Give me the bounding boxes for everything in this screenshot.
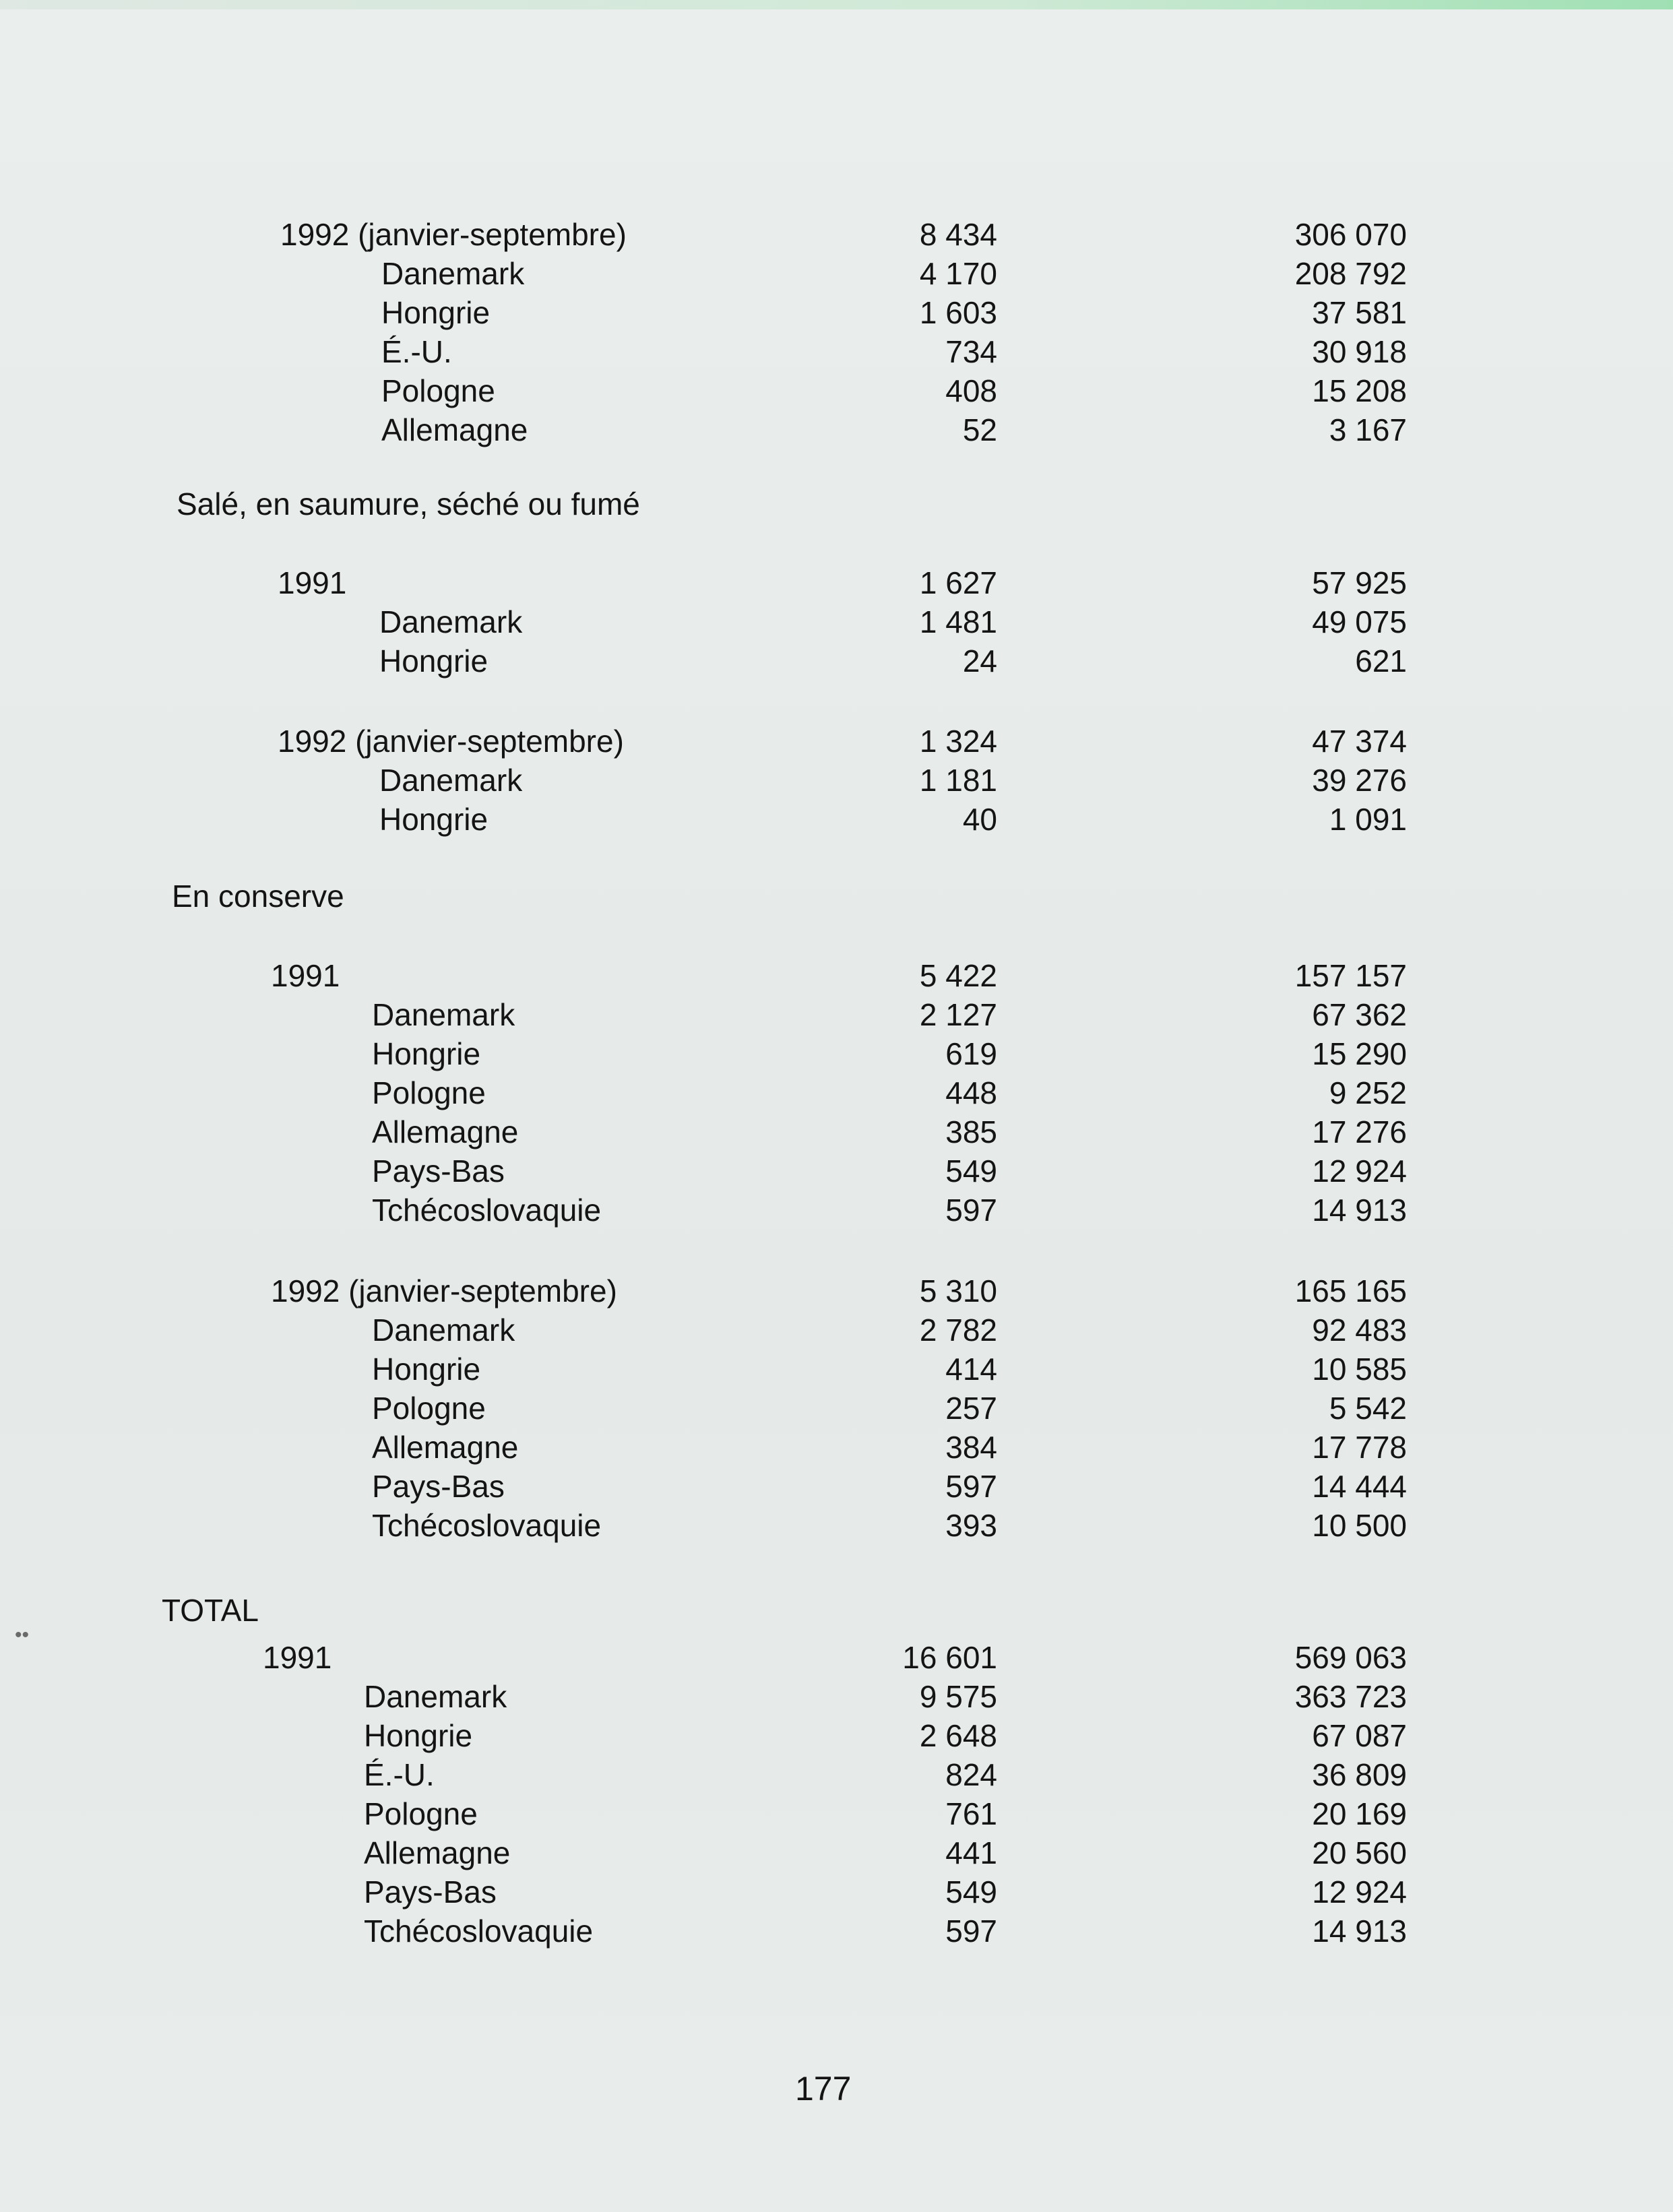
page-number: 177 — [795, 2070, 852, 2108]
table-row — [0, 1427, 1673, 1467]
tonnes-value: 597 — [945, 1914, 997, 1949]
table-row — [0, 292, 1673, 333]
value-amount: 10 585 — [1312, 1352, 1407, 1387]
country-name: Danemark — [372, 997, 515, 1032]
country-name: Danemark — [381, 256, 525, 291]
period-label: 1992 (janvier-septembre) — [271, 1273, 617, 1308]
table-row — [0, 1755, 1673, 1795]
value-amount: 15 208 — [1312, 373, 1407, 408]
table-row — [0, 602, 1673, 642]
country-name: É.-U. — [364, 1757, 435, 1792]
country-name: Pays-Bas — [372, 1469, 505, 1504]
value-amount: 17 778 — [1312, 1430, 1407, 1465]
tonnes-value: 1 481 — [919, 604, 997, 639]
period-label: 1991 — [263, 1640, 332, 1675]
period-row — [0, 1271, 1673, 1311]
value-amount: 9 252 — [1329, 1075, 1407, 1110]
value-amount: 57 925 — [1312, 565, 1407, 600]
tonnes-value: 734 — [945, 334, 997, 369]
tonnes-value: 597 — [945, 1469, 997, 1504]
value-amount: 12 924 — [1312, 1154, 1407, 1189]
table-row — [0, 641, 1673, 681]
tonnes-value: 8 434 — [919, 217, 997, 252]
table-row — [0, 1388, 1673, 1428]
tonnes-value: 2 127 — [919, 997, 997, 1032]
margin-mark: •• — [15, 1624, 30, 1646]
country-name: Allemagne — [381, 412, 528, 447]
value-amount: 20 169 — [1312, 1796, 1407, 1831]
period-row — [0, 1637, 1673, 1678]
value-amount: 208 792 — [1294, 256, 1407, 291]
table-row — [0, 760, 1673, 800]
section-heading-row — [0, 484, 1673, 524]
country-name: Danemark — [364, 1679, 507, 1714]
table-row — [0, 799, 1673, 840]
country-name: Tchécoslovaquie — [364, 1914, 594, 1949]
table-row — [0, 1073, 1673, 1113]
value-amount: 12 924 — [1312, 1874, 1407, 1909]
value-amount: 92 483 — [1312, 1313, 1407, 1348]
tonnes-value: 549 — [945, 1874, 997, 1909]
value-amount: 30 918 — [1312, 334, 1407, 369]
table-row — [0, 1034, 1673, 1074]
value-amount: 165 165 — [1294, 1273, 1407, 1308]
value-amount: 17 276 — [1312, 1114, 1407, 1149]
tonnes-value: 24 — [962, 643, 997, 678]
section-heading-row — [0, 876, 1673, 916]
country-name: Allemagne — [372, 1430, 519, 1465]
table-row — [0, 1112, 1673, 1152]
table-row — [0, 1349, 1673, 1389]
country-name: Pologne — [364, 1796, 478, 1831]
value-amount: 14 444 — [1312, 1469, 1407, 1504]
tonnes-value: 257 — [945, 1391, 997, 1426]
table-row — [0, 994, 1673, 1035]
country-name: Pays-Bas — [364, 1874, 497, 1909]
period-row — [0, 214, 1673, 255]
table-row — [0, 1466, 1673, 1507]
table-row — [0, 1505, 1673, 1546]
country-name: Hongrie — [379, 802, 488, 837]
period-label: 1992 (janvier-septembre) — [280, 217, 627, 252]
section-heading: TOTAL — [162, 1593, 259, 1628]
country-name: Hongrie — [372, 1352, 481, 1387]
tonnes-value: 2 782 — [919, 1313, 997, 1348]
section-heading: En conserve — [172, 879, 344, 914]
tonnes-value: 441 — [945, 1835, 997, 1870]
value-amount: 569 063 — [1294, 1640, 1407, 1675]
value-amount: 14 913 — [1312, 1914, 1407, 1949]
table-row — [0, 371, 1673, 411]
value-amount: 36 809 — [1312, 1757, 1407, 1792]
country-name: Tchécoslovaquie — [372, 1508, 602, 1543]
tonnes-value: 385 — [945, 1114, 997, 1149]
table-row — [0, 410, 1673, 450]
value-amount: 363 723 — [1294, 1679, 1407, 1714]
value-amount: 306 070 — [1294, 217, 1407, 252]
country-name: Hongrie — [372, 1036, 481, 1071]
tonnes-value: 9 575 — [919, 1679, 997, 1714]
period-label: 1991 — [271, 958, 340, 993]
period-row — [0, 955, 1673, 996]
country-name: Danemark — [379, 604, 523, 639]
country-name: Hongrie — [364, 1718, 473, 1753]
value-amount: 20 560 — [1312, 1835, 1407, 1870]
table-row — [0, 1833, 1673, 1873]
country-name: Hongrie — [381, 295, 491, 330]
table-row — [0, 1151, 1673, 1191]
tonnes-value: 1 181 — [919, 763, 997, 798]
tonnes-value: 4 170 — [919, 256, 997, 291]
table-row — [0, 1872, 1673, 1912]
period-row — [0, 721, 1673, 761]
tonnes-value: 40 — [962, 802, 997, 837]
country-name: Pologne — [372, 1075, 486, 1110]
value-amount: 39 276 — [1312, 763, 1407, 798]
tonnes-value: 414 — [945, 1352, 997, 1387]
tonnes-value: 408 — [945, 373, 997, 408]
tonnes-value: 549 — [945, 1154, 997, 1189]
period-label: 1992 (janvier-septembre) — [278, 724, 624, 759]
tonnes-value: 1 324 — [919, 724, 997, 759]
value-amount: 1 091 — [1329, 802, 1407, 837]
value-amount: 49 075 — [1312, 604, 1407, 639]
value-amount: 67 362 — [1312, 997, 1407, 1032]
table-row — [0, 1794, 1673, 1834]
tonnes-value: 52 — [962, 412, 997, 447]
country-name: Pays-Bas — [372, 1154, 505, 1189]
country-name: Danemark — [372, 1313, 515, 1348]
tonnes-value: 2 648 — [919, 1718, 997, 1753]
country-name: Pologne — [372, 1391, 486, 1426]
value-amount: 37 581 — [1312, 295, 1407, 330]
section-heading-row — [0, 1590, 1673, 1631]
tonnes-value: 761 — [945, 1796, 997, 1831]
country-name: Hongrie — [379, 643, 488, 678]
tonnes-value: 384 — [945, 1430, 997, 1465]
table-row — [0, 253, 1673, 294]
table-row — [0, 1676, 1673, 1717]
value-amount: 5 542 — [1329, 1391, 1407, 1426]
period-label: 1991 — [278, 565, 347, 600]
period-row — [0, 563, 1673, 603]
country-name: Danemark — [379, 763, 523, 798]
value-amount: 47 374 — [1312, 724, 1407, 759]
table-row — [0, 1911, 1673, 1951]
tonnes-value: 597 — [945, 1193, 997, 1228]
tonnes-value: 16 601 — [902, 1640, 997, 1675]
country-name: É.-U. — [381, 334, 452, 369]
table-row — [0, 1310, 1673, 1350]
country-name: Pologne — [381, 373, 495, 408]
table-row — [0, 331, 1673, 372]
value-amount: 67 087 — [1312, 1718, 1407, 1753]
table-row — [0, 1715, 1673, 1756]
tonnes-value: 393 — [945, 1508, 997, 1543]
tonnes-value: 448 — [945, 1075, 997, 1110]
table-row — [0, 1190, 1673, 1230]
value-amount: 621 — [1355, 643, 1407, 678]
section-heading: Salé, en saumure, séché ou fumé — [177, 486, 640, 522]
value-amount: 3 167 — [1329, 412, 1407, 447]
value-amount: 14 913 — [1312, 1193, 1407, 1228]
value-amount: 15 290 — [1312, 1036, 1407, 1071]
tonnes-value: 5 422 — [919, 958, 997, 993]
tonnes-value: 619 — [945, 1036, 997, 1071]
tonnes-value: 824 — [945, 1757, 997, 1792]
tonnes-value: 5 310 — [919, 1273, 997, 1308]
country-name: Allemagne — [372, 1114, 519, 1149]
tonnes-value: 1 603 — [919, 295, 997, 330]
value-amount: 157 157 — [1294, 958, 1407, 993]
country-name: Allemagne — [364, 1835, 511, 1870]
value-amount: 10 500 — [1312, 1508, 1407, 1543]
tonnes-value: 1 627 — [919, 565, 997, 600]
country-name: Tchécoslovaquie — [372, 1193, 602, 1228]
